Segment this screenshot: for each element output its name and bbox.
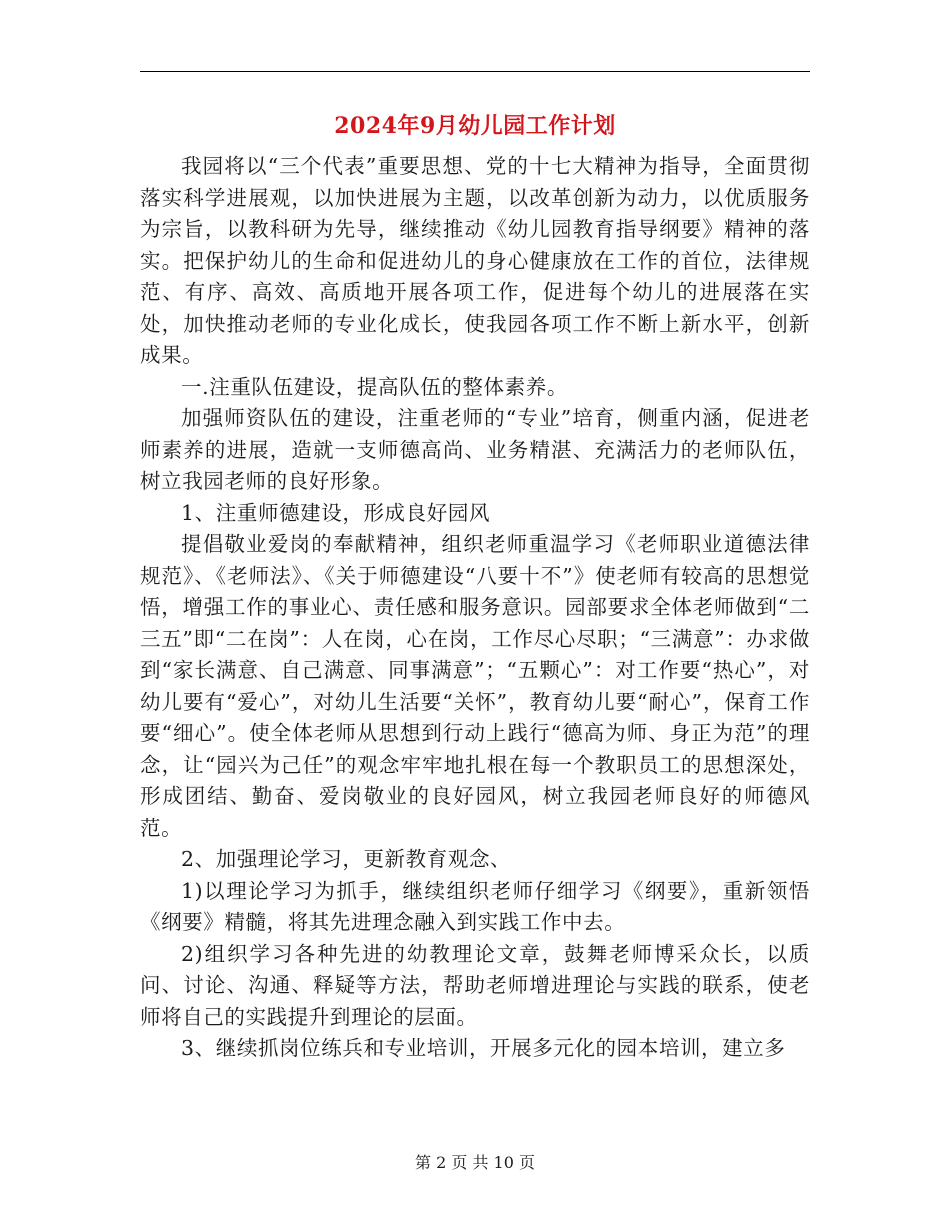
subsection-heading-2: 2、加强理论学习，更新教育观念、	[181, 847, 512, 871]
document-body	[140, 151, 810, 1065]
subsection-1-paragraph: 提倡敬业爱岗的奉献精神，组织老师重温学习《老师职业道德法律规范》、《老师法》、《关于师德建设“八要十不”》使老师有较高的思想觉悟，增强工作的事业心、责任感和服务意识。园部要求全体老师做到“二三五”即“二在岗”：人在岗，心在岗，工作尽心尽职；“三满意”：办求做到“家长满意、自己满意、同事满意”；“五颗心”：对工作要“热心”，对幼儿要有“爱心”，对幼儿生活要“关怀”，教育幼儿要“耐心”，保育工作要“细心”。使全体老师从思想到行动上践行“德高为师、身正为范”的理念，让“园兴为己任”的观念牢牢地扎根在每一个教职员工的思想深处，形成团结、勤奋、爱岗敬业的良好园风，树立我园老师良好的师德风范。	[140, 532, 810, 840]
subsection-2-item-1: 1)以理论学习为抓手，继续组织老师仔细学习《纲要》，重新领悟《纲要》精髓，将其先进理念融入到实践工作中去。	[140, 878, 810, 934]
header-rule	[140, 71, 810, 72]
subsection-heading-1: 1、注重师德建设，形成良好园风	[181, 500, 491, 525]
document-title: 2024年9月幼儿园工作计划	[334, 113, 616, 139]
subsection-2-item-2: 2)组织学习各种先进的幼教理论文章，鼓舞老师博采众长，以质问、讨论、沟通、释疑等方法，帮助老师增进理论与实践的联系，使老师将自己的实践提升到理论的层面。	[140, 941, 810, 1029]
section-1-paragraph: 加强师资队伍的建设，注重老师的“专业”培育，侧重内涵，促进老师素养的进展，造就一支师德高尚、业务精湛、充满活力的老师队伍，树立我园老师的良好形象。	[140, 406, 810, 493]
page-footer: 第 2 页 共 10 页	[415, 1153, 535, 1172]
subsection-heading-3: 3、继续抓岗位练兵和专业培训，开展多元化的园本培训，建立多	[181, 1036, 786, 1060]
intro-paragraph: 我园将以“三个代表”重要思想、党的十七大精神为指导，全面贯彻落实科学进展观，以加快进展为主题，以改革创新为动力，以优质服务为宗旨，以教科研为先导，继续推动《幼儿园教育指导纲要》精神的落实。把保护幼儿的生命和促进幼儿的身心健康放在工作的首位，法律规范、有序、高效、高质地开展各项工作，促进每个幼儿的进展落在实处，加快推动老师的专业化成长，使我园各项工作不断上新水平，创新成果。	[140, 154, 810, 367]
section-heading-1: 一.注重队伍建设，提高队伍的整体素养。	[181, 374, 568, 399]
